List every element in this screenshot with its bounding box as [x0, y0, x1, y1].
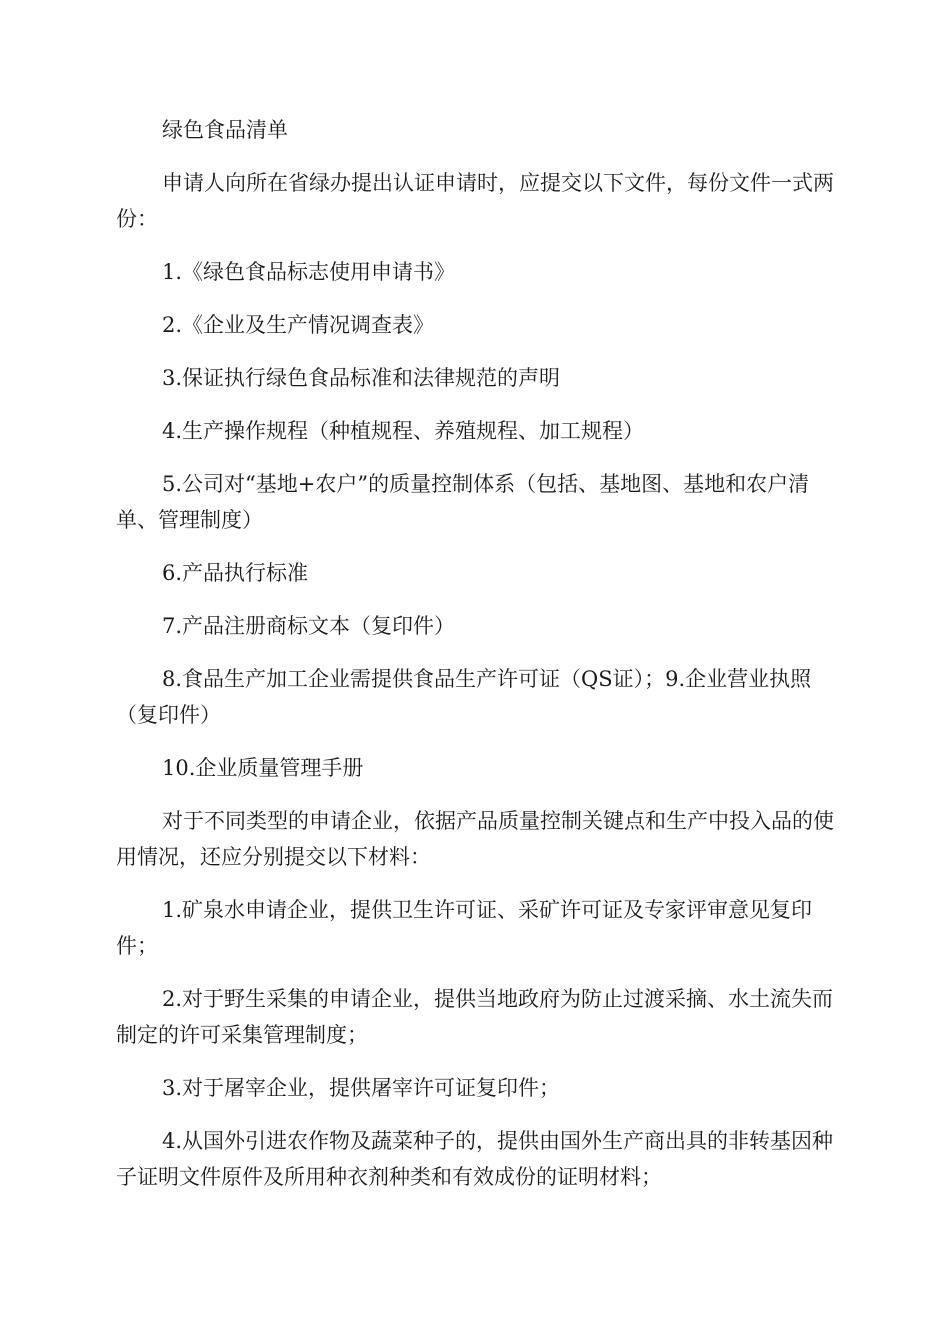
- required-file-item: 8.食品生产加工企业需提供食品生产许可证（QS证）；9.企业营业执照（复印件）: [116, 667, 812, 727]
- required-file-item: 2.《企业及生产情况调查表》: [162, 313, 435, 337]
- required-file-item: 3.保证执行绿色食品标准和法律规范的声明: [162, 366, 561, 390]
- required-file-item: 1.《绿色食品标志使用申请书》: [162, 260, 456, 284]
- additional-material-item: 3.对于屠宰企业，提供屠宰许可证复印件；: [162, 1076, 561, 1100]
- additional-intro-paragraph: 对于不同类型的申请企业，依据产品质量控制关键点和生产中投入品的使用情况，还应分别提交以下材料：: [116, 809, 834, 869]
- required-file-item: 5.公司对“基地+农户”的质量控制体系（包括、基地图、基地和农户清单、管理制度）: [116, 472, 810, 532]
- additional-material-item: 2.对于野生采集的申请企业，提供当地政府为防止过渡采摘、水土流失而制定的许可采集管理制度；: [116, 987, 834, 1047]
- required-file-item: 7.产品注册商标文本（复印件）: [162, 614, 456, 638]
- required-file-item: 4.生产操作规程（种植规程、养殖规程、加工规程）: [162, 419, 645, 443]
- document-page: [116, 112, 838, 1212]
- intro-paragraph: 申请人向所在省绿办提出认证申请时，应提交以下文件，每份文件一式两份：: [116, 171, 834, 231]
- required-file-item: 6.产品执行标准: [162, 561, 309, 585]
- additional-material-item: 4.从国外引进农作物及蔬菜种子的，提供由国外生产商出具的非转基因种子证明文件原件及所用种衣剂种类和有效成份的证明材料；: [116, 1129, 834, 1189]
- required-file-item: 10.企业质量管理手册: [162, 756, 364, 780]
- document-title: 绿色食品清单: [162, 118, 288, 142]
- additional-material-item: 1.矿泉水申请企业，提供卫生许可证、采矿许可证及专家评审意见复印件；: [116, 898, 813, 958]
